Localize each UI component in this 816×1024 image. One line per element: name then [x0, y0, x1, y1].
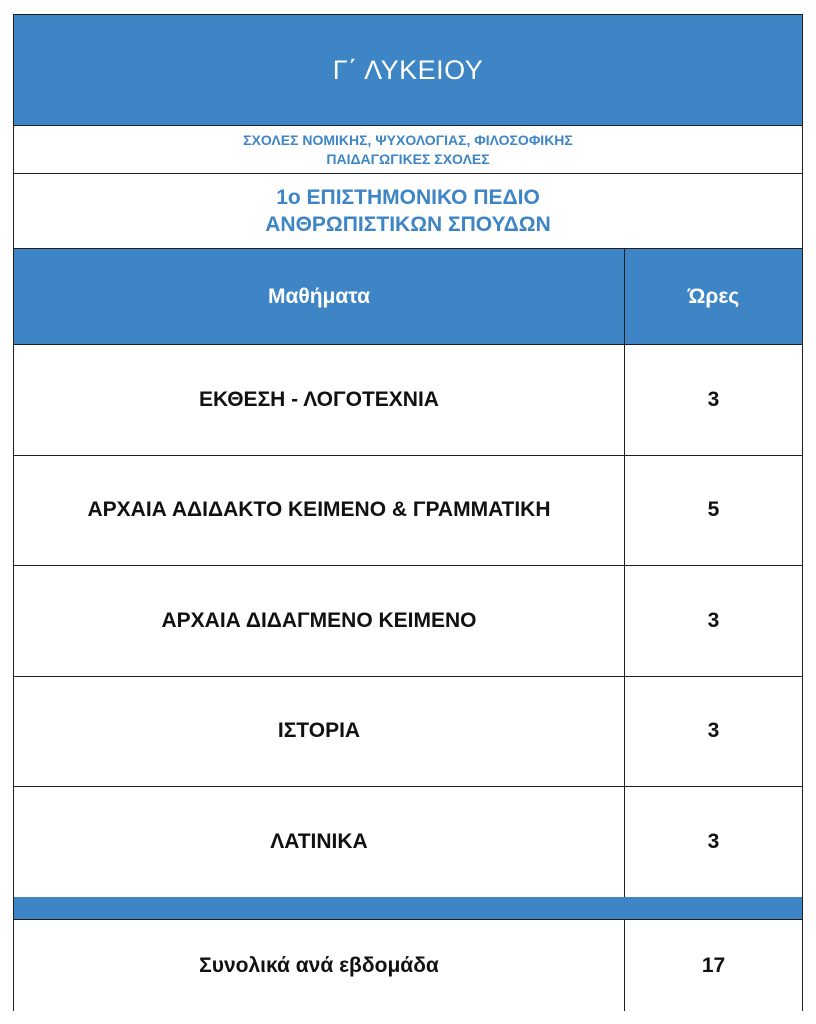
hours-value: 3: [707, 719, 720, 743]
total-row: [14, 920, 802, 1011]
table-header-row: [14, 249, 802, 345]
subject-name: ΕΚΘΕΣΗ - ΛΟΓΟΤΕΧΝΙΑ: [199, 387, 439, 411]
hours-value: 3: [707, 608, 720, 632]
total-hours-cell: [625, 920, 802, 1011]
table-row: [14, 787, 802, 898]
schools-line-2: ΠΑΙΔΑΓΩΓΙΚΕΣ ΣΧΟΛΕΣ: [326, 150, 490, 167]
total-label-cell: [14, 920, 625, 1011]
hours-cell: [625, 566, 802, 676]
title-row: [14, 15, 802, 126]
field-text: [265, 184, 551, 238]
hours-value: 5: [707, 498, 720, 522]
header-hours-cell: [625, 249, 802, 344]
subject-cell: [14, 456, 625, 566]
page-title: Γ΄ ΛΥΚΕΙΟΥ: [332, 54, 484, 85]
schools-text: [243, 131, 573, 169]
separator-band: [14, 897, 802, 920]
subject-name: ΑΡΧΑΙΑ ΔΙΔΑΓΜΕΝΟ ΚΕΙΜΕΝΟ: [161, 608, 477, 632]
title-cell: [14, 15, 802, 125]
subject-cell: [14, 566, 625, 676]
hours-cell: [625, 345, 802, 455]
hours-cell: [625, 456, 802, 566]
schools-line-1: ΣΧΟΛΕΣ ΝΟΜΙΚΗΣ, ΨΥΧΟΛΟΓΙΑΣ, ΦΙΛΟΣΟΦΙΚΗΣ: [243, 131, 573, 148]
field-cell: [14, 174, 802, 248]
table-row: [14, 677, 802, 788]
subject-name: ΙΣΤΟΡΙΑ: [277, 719, 361, 743]
field-line-1: 1ο ΕΠΙΣΤΗΜΟΝΙΚΟ ΠΕΔΙΟ: [276, 186, 540, 209]
table-row: [14, 345, 802, 456]
table-row: [14, 456, 802, 567]
total-hours: 17: [701, 953, 726, 977]
field-row: [14, 174, 802, 249]
subject-cell: [14, 677, 625, 787]
subject-name: ΑΡΧΑΙΑ ΑΔΙΔΑΚΤΟ ΚΕΙΜΕΝΟ & ΓΡΑΜΜΑΤΙΚΗ: [87, 498, 551, 522]
hours-cell: [625, 787, 802, 897]
header-hours: Ώρες: [687, 284, 740, 308]
subject-name: ΛΑΤΙΝΙΚΑ: [270, 829, 368, 853]
hours-cell: [625, 677, 802, 787]
hours-value: 3: [707, 387, 720, 411]
subject-cell: [14, 787, 625, 897]
schools-row: [14, 126, 802, 174]
header-subject-cell: [14, 249, 625, 344]
field-line-2: ΑΝΘΡΩΠΙΣΤΙΚΩΝ ΣΠΟΥΔΩΝ: [265, 213, 551, 236]
total-label: Συνολικά ανά εβδομάδα: [199, 953, 439, 977]
table-row: [14, 566, 802, 677]
schools-cell: [14, 126, 802, 173]
schedule-table: [13, 14, 803, 1011]
subject-cell: [14, 345, 625, 455]
header-subject: Μαθήματα: [267, 284, 371, 308]
hours-value: 3: [707, 829, 720, 853]
